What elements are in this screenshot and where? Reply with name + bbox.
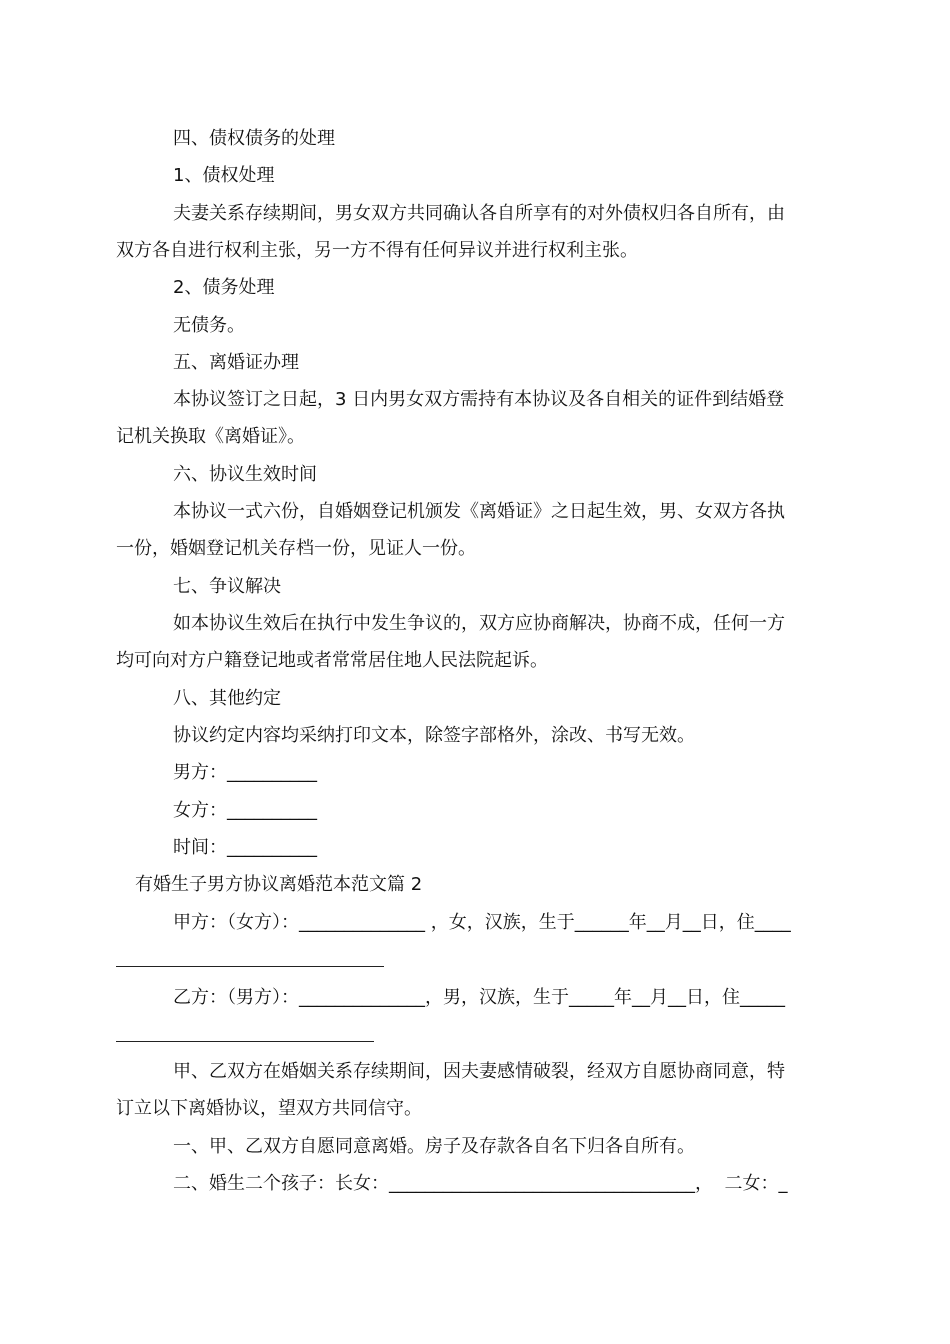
- section4-heading: 四、债权债务的处理: [173, 128, 335, 149]
- article2-intro-line1: 甲、乙双方在婚姻关系存续期间，因夫妻感情破裂，经双方自愿协商同意，特: [173, 1061, 785, 1082]
- section5-heading: 五、离婚证办理: [173, 352, 299, 373]
- signature-female: 女方：__________: [173, 800, 317, 821]
- party-b-line: 乙方：（男方）：______________，男，汉族，生于_____年__月__日，住_____: [173, 987, 785, 1008]
- section4-sub1: 1、债权处理: [173, 165, 275, 186]
- signature-time: 时间：__________: [173, 837, 317, 858]
- article2-clause1: 一、甲、乙双方自愿同意离婚。房子及存款各自名下归各自所有。: [173, 1136, 695, 1157]
- section4-sub2: 2、债务处理: [173, 277, 275, 298]
- article2-clause2: 二、婚生二个孩子：长女：__________________________________， 二女：_: [173, 1173, 788, 1194]
- party-b-address-rule: [116, 1041, 374, 1042]
- section6-heading: 六、协议生效时间: [173, 464, 317, 485]
- section4-paragraph1-line2: 双方各自进行权利主张，另一方不得有任何异议并进行权利主张。: [116, 240, 638, 261]
- section5-line2: 记机关换取《离婚证》。: [116, 426, 305, 447]
- section8-heading: 八、其他约定: [173, 688, 281, 709]
- section4-paragraph2: 无债务。: [173, 315, 245, 336]
- section5-line1: 本协议签订之日起，3 日内男女双方需持有本协议及各自相关的证件到结婚登: [173, 389, 785, 410]
- article2-intro-line2: 订立以下离婚协议，望双方共同信守。: [116, 1098, 422, 1119]
- signature-male: 男方：__________: [173, 762, 317, 783]
- section8-line1: 协议约定内容均采纳打印文本，除签字部格外，涂改、书写无效。: [173, 725, 695, 746]
- section7-heading: 七、争议解决: [173, 576, 281, 597]
- section7-line2: 均可向对方户籍登记地或者常常居住地人民法院起诉。: [116, 650, 548, 671]
- party-a-address-rule: [116, 966, 384, 967]
- article2-title: 有婚生子男方协议离婚范本范文篇 2: [135, 874, 423, 895]
- section6-line1: 本协议一式六份，自婚姻登记机颁发《离婚证》之日起生效，男、女双方各执: [173, 501, 785, 522]
- section7-line1: 如本协议生效后在执行中发生争议的，双方应协商解决，协商不成，任何一方: [173, 613, 785, 634]
- section6-line2: 一份，婚姻登记机关存档一份，见证人一份。: [116, 538, 476, 559]
- section4-paragraph1-line1: 夫妻关系存续期间，男女双方共同确认各自所享有的对外债权归各自所有，由: [173, 203, 785, 224]
- party-a-line: 甲方：（女方）：______________ ，女，汉族，生于______年__月__日，住____: [173, 912, 791, 933]
